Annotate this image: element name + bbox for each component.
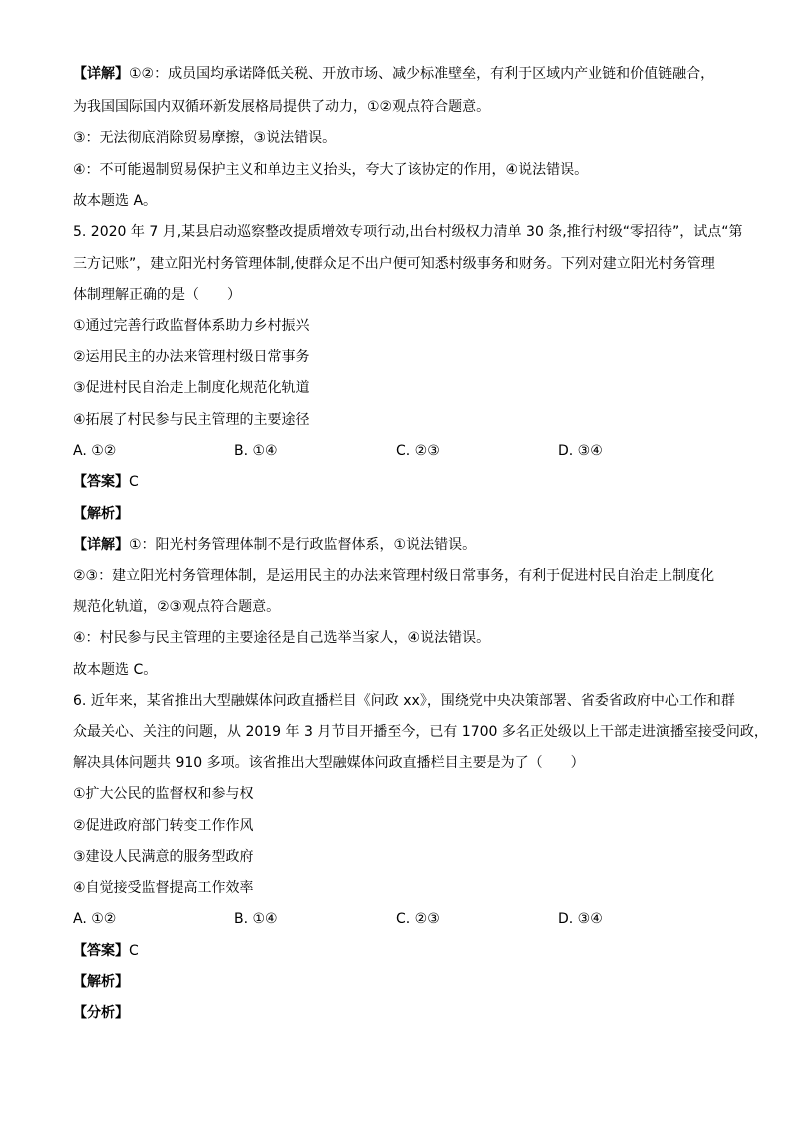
option-d: D. ③④ <box>558 911 603 927</box>
detail-tag: 【详解】 <box>73 66 129 82</box>
question-stem: 众最关心、关注的问题，从 2019 年 3 月节目开播至今，已有 1700 多名正处级以上干部走进演播室接受问政， <box>73 724 768 740</box>
option-c: C. ②③ <box>396 443 440 459</box>
detail-line <box>73 64 714 84</box>
answer-line <box>73 472 139 492</box>
conclusion-line: 故本题选 A。 <box>73 193 158 209</box>
statement-item: ①通过完善行政监督体系助力乡村振兴 <box>73 318 310 334</box>
detail-line: ④：村民参与民主管理的主要途径是自己选举当家人，④说法错误。 <box>73 630 491 646</box>
analyze-tag: 【分析】 <box>73 1005 129 1021</box>
detail-text: ①②：成员国均承诺降低关税、开放市场、减少标准壁垒，有利于区域内产业链和价值链融合， <box>129 66 715 82</box>
option-b: B. ①④ <box>234 443 278 459</box>
statement-item: ②运用民主的办法来管理村级日常事务 <box>73 349 310 365</box>
option-d: D. ③④ <box>558 443 603 459</box>
conclusion-line: 故本题选 C。 <box>73 662 158 678</box>
option-b: B. ①④ <box>234 911 278 927</box>
detail-line: ③：无法彻底消除贸易摩擦，③说法错误。 <box>73 130 337 146</box>
analysis-tag: 【解析】 <box>73 506 129 522</box>
answer-tag: 【答案】 <box>73 943 129 959</box>
statement-item: ④自觉接受监督提高工作效率 <box>73 880 254 896</box>
question-stem: 5. 2020 年 7 月,某县启动巡察整改提质增效专项行动,出台村级权力清单 30 条,推行村级“零招待”，试点“第 <box>73 224 743 240</box>
question-stem: 体制理解正确的是（ ） <box>73 287 241 303</box>
detail-text: ①：阳光村务管理体制不是行政监督体系，①说法错误。 <box>129 537 477 553</box>
answer-value: C <box>129 474 139 490</box>
option-a: A. ①② <box>73 911 117 927</box>
question-stem: 6. 近年来，某省推出大型融媒体问政直播栏目《问政 xx》，围绕党中央决策部署、省委省政府中心工作和群 <box>73 693 735 709</box>
question-stem: 三方记账”，建立阳光村务管理体制,使群众足不出户便可知悉村级事务和财务。下列对建立阳光村务管理 <box>73 256 715 272</box>
detail-line: 为我国国际国内双循环新发展格局提供了动力，①②观点符合题意。 <box>73 99 491 115</box>
answer-value: C <box>129 943 139 959</box>
answer-line <box>73 941 139 961</box>
detail-line: ④：不可能遏制贸易保护主义和单边主义抬头，夸大了该协定的作用，④说法错误。 <box>73 162 589 178</box>
statement-item: ②促进政府部门转变工作作风 <box>73 818 254 834</box>
answer-options <box>73 441 733 461</box>
statement-item: ④拓展了村民参与民主管理的主要途径 <box>73 412 310 428</box>
statement-item: ①扩大公民的监督权和参与权 <box>73 786 254 802</box>
option-c: C. ②③ <box>396 911 440 927</box>
answer-options <box>73 909 733 929</box>
detail-line: ②③：建立阳光村务管理体制，是运用民主的办法来管理村级日常事务，有利于促进村民自治走上制度化 <box>73 568 715 584</box>
statement-item: ③建设人民满意的服务型政府 <box>73 849 254 865</box>
question-stem: 解决具体问题共 910 多项。该省推出大型融媒体问政直播栏目主要是为了（ ） <box>73 755 585 771</box>
detail-tag: 【详解】 <box>73 537 129 553</box>
detail-line: 规范化轨道，②③观点符合题意。 <box>73 599 281 615</box>
detail-line <box>73 535 476 555</box>
analysis-tag: 【解析】 <box>73 974 129 990</box>
statement-item: ③促进村民自治走上制度化规范化轨道 <box>73 380 310 396</box>
answer-tag: 【答案】 <box>73 474 129 490</box>
option-a: A. ①② <box>73 443 117 459</box>
